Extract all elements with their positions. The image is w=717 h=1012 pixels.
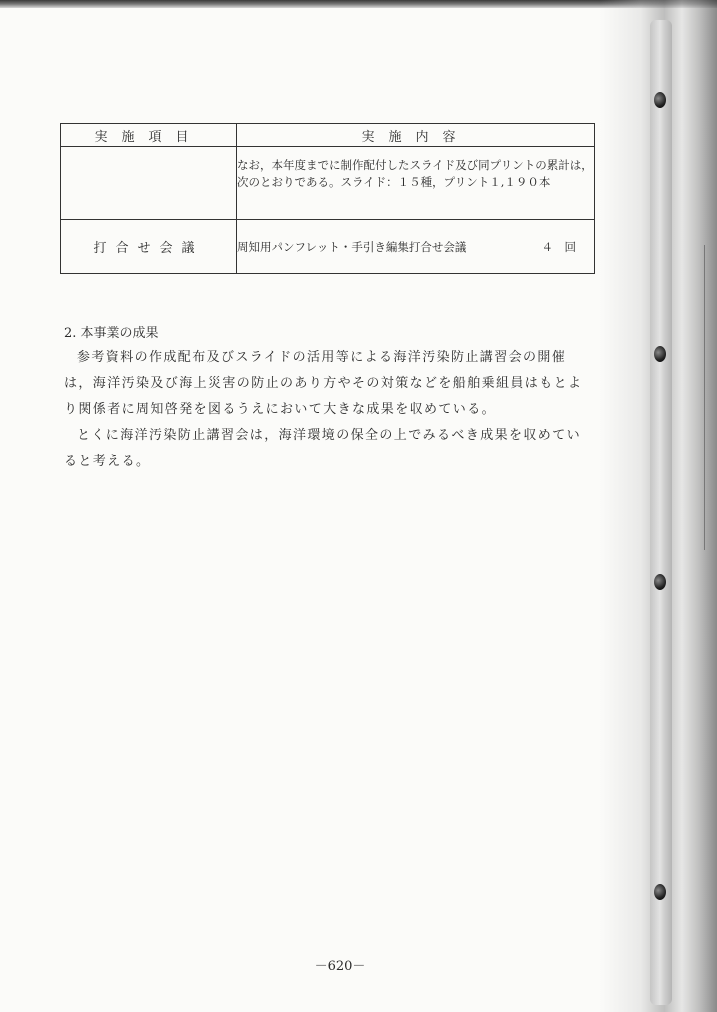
binder-ring-icon	[654, 574, 666, 590]
row-item	[61, 147, 237, 220]
page-number: －620－	[314, 959, 366, 974]
paragraph: とくに海洋汚染防止講習会は，海洋環境の保全の上でみるべき成果を収めていると考える。	[64, 428, 582, 469]
table-row	[61, 220, 595, 274]
section-title: 2. 本事業の成果	[64, 326, 159, 341]
binder-ring-icon	[654, 884, 666, 900]
binder-ring-icon	[654, 346, 666, 362]
header-item: 実施項目	[61, 124, 237, 147]
binder-spine	[650, 20, 672, 1005]
row-content-cell	[237, 220, 595, 274]
implementation-table	[60, 123, 595, 274]
row-content: 周知用パンフレット・手引き編集打合せ会議	[237, 239, 467, 254]
row-item: 打合せ会議	[61, 220, 237, 274]
margin-line	[704, 245, 705, 550]
binder-ring-icon	[654, 92, 666, 108]
meeting-count: ４ 回	[541, 239, 576, 254]
table-header-row	[61, 124, 595, 147]
table-row	[61, 147, 595, 220]
header-content: 実施内容	[237, 124, 595, 147]
results-section	[64, 322, 594, 475]
paragraph: 参考資料の作成配布及びスライドの活用等による海洋汚染防止講習会の開催は，海洋汚染及び海上災害の防止のあり方やその対策などを船舶乗組員はもとより関係者に周知啓発を図るうえにおいて大きな成果を収めている。	[64, 350, 583, 417]
row-content: なお，本年度までに制作配付したスライド及び同プリントの累計は，次のとおりである。スライド：１５種，プリント１,１９０本	[237, 147, 595, 220]
